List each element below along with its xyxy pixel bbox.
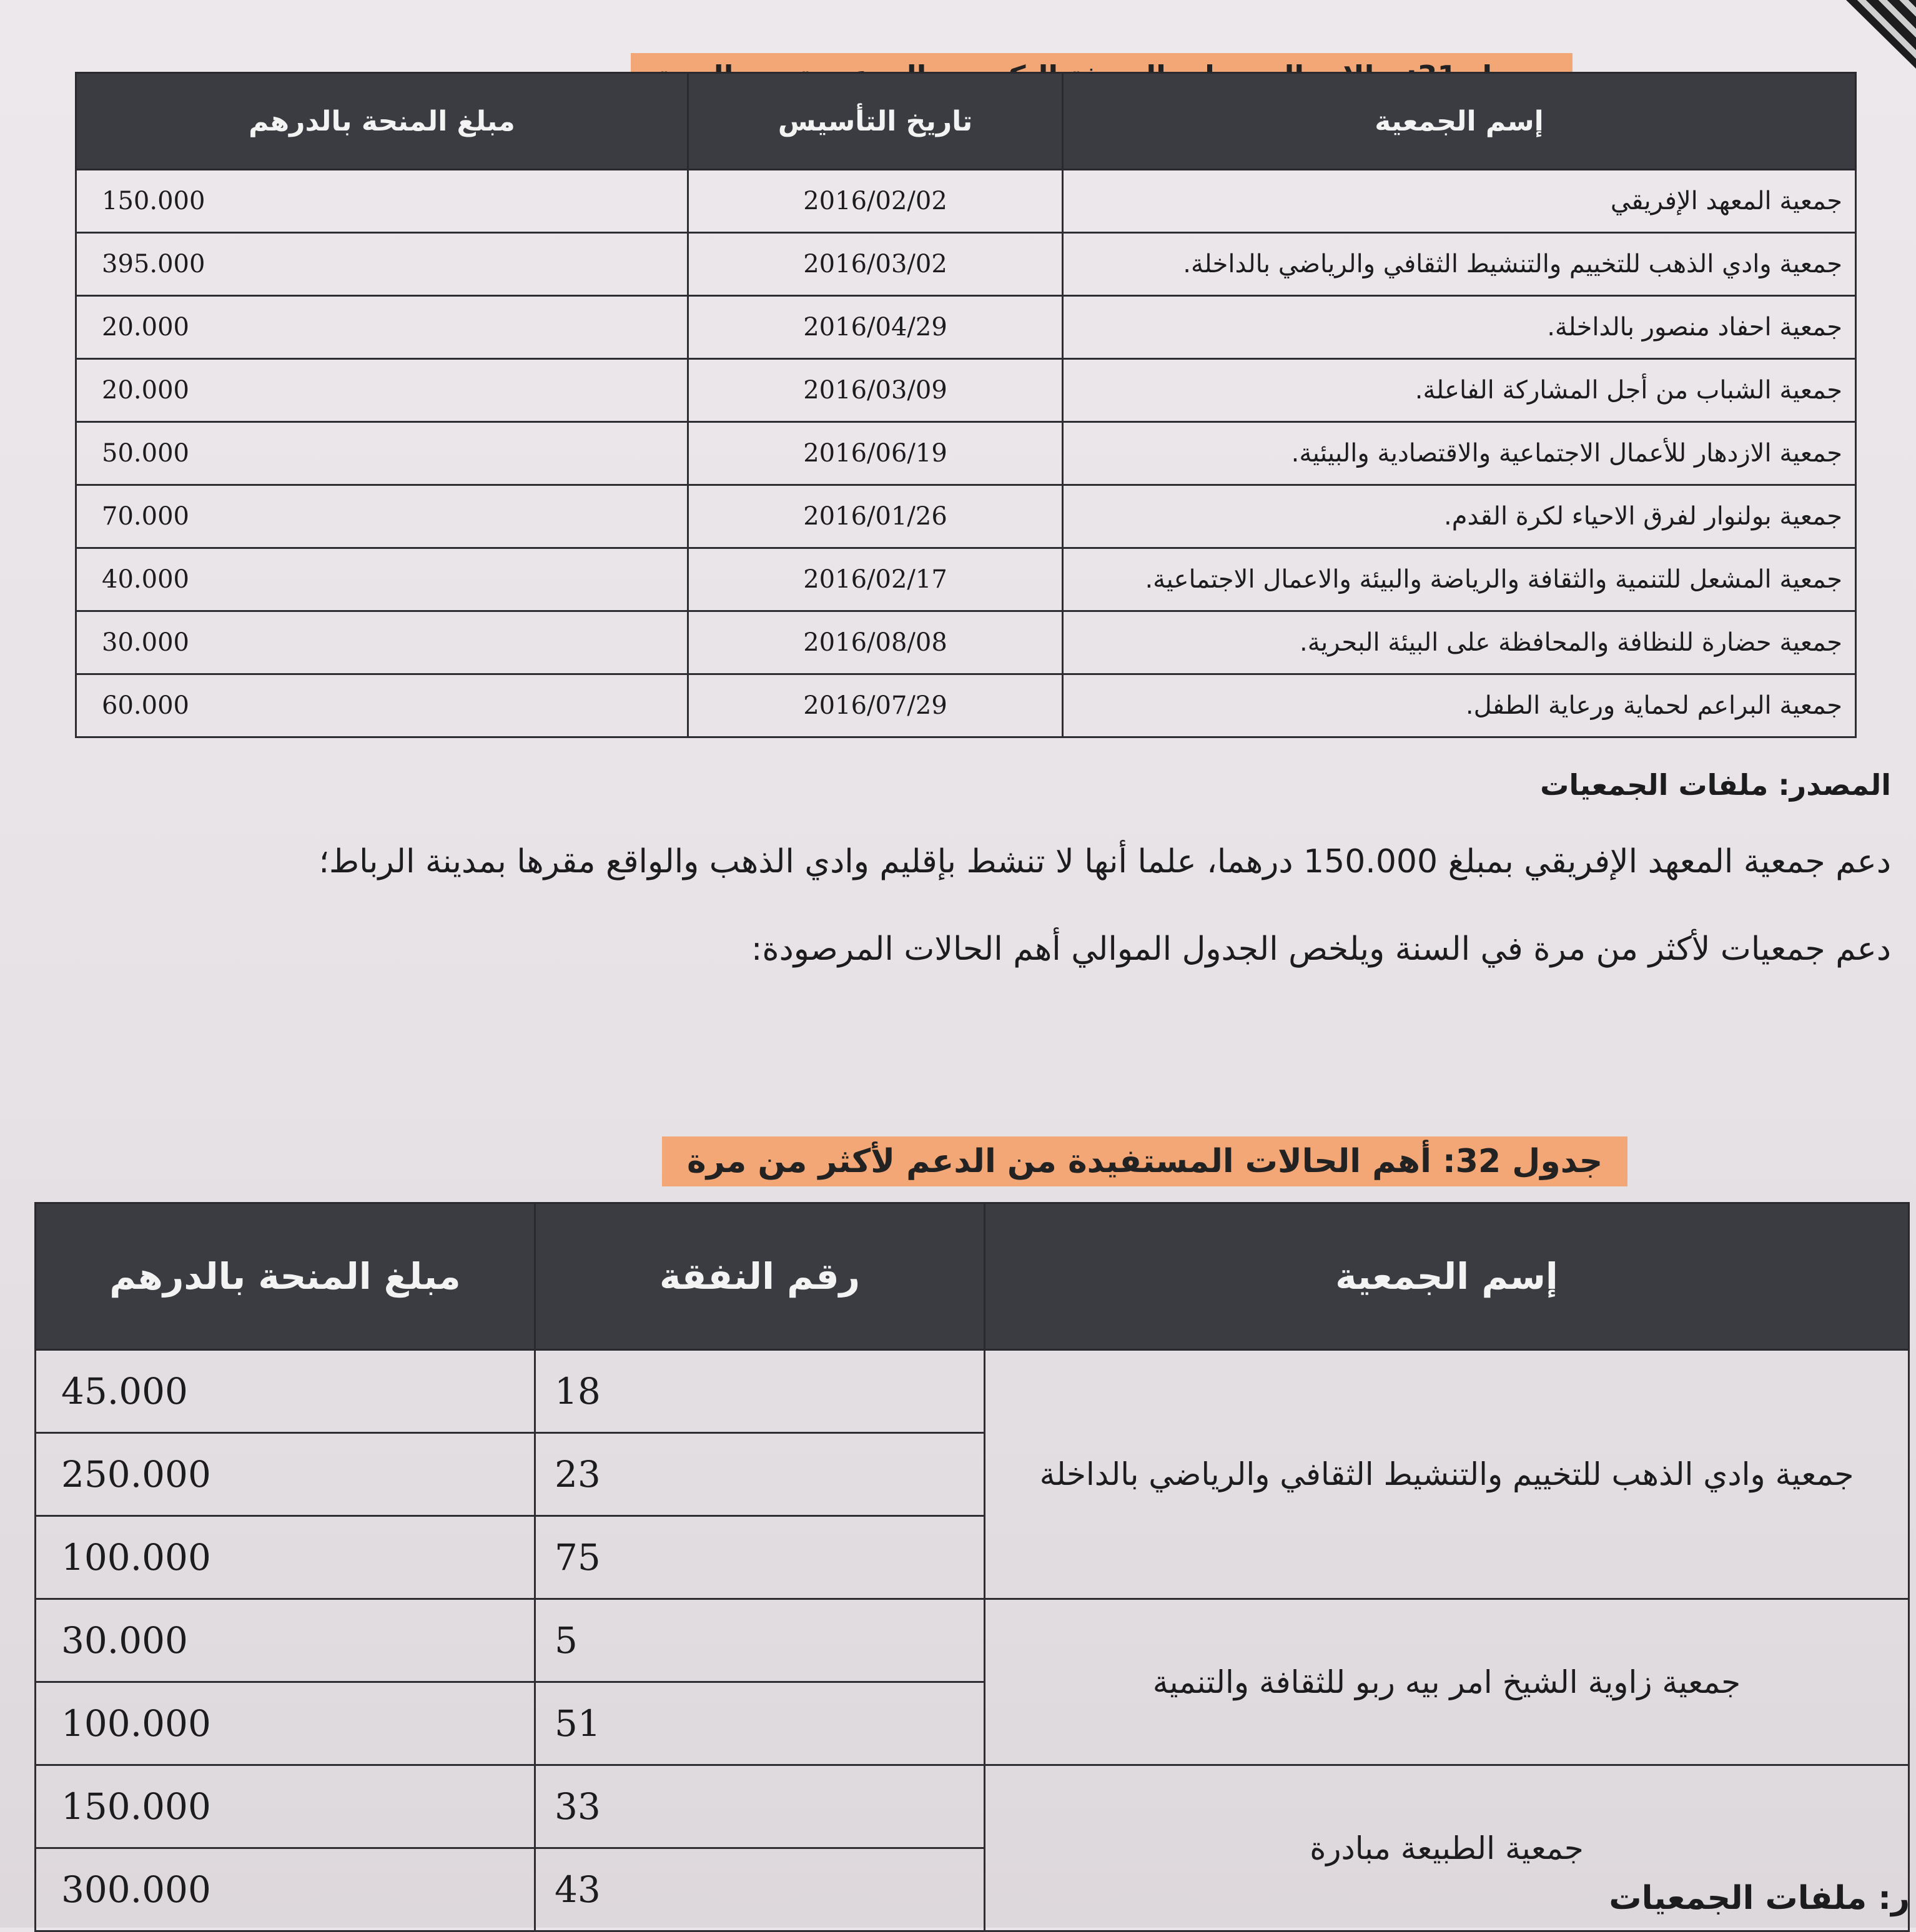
table31-cell-date: 2016/03/09 [688, 359, 1063, 422]
table-row [76, 170, 1856, 233]
table32-cell-amount: 100.000 [36, 1516, 535, 1599]
table-row [76, 548, 1856, 611]
table-row [76, 422, 1856, 485]
table32-cell-amount: 45.000 [36, 1350, 535, 1433]
table-row [36, 1765, 1909, 1848]
table32-source: ر: ملفات الجمعيات [1609, 1880, 1910, 1917]
table31-cell-name: جمعية الشباب من أجل المشاركة الفاعلة. [1063, 359, 1856, 422]
table32-cell-amount: 100.000 [36, 1682, 535, 1765]
table31-cell-amount: 60.000 [76, 674, 688, 737]
table-row [76, 485, 1856, 548]
table31-cell-amount: 30.000 [76, 611, 688, 674]
table31-header-row [76, 73, 1856, 170]
table-row [76, 674, 1856, 737]
table-row [76, 611, 1856, 674]
table31-cell-date: 2016/03/02 [688, 233, 1063, 296]
table32-cell-amount: 150.000 [36, 1765, 535, 1848]
table32-cell-amount: 30.000 [36, 1599, 535, 1682]
table31-cell-amount: 50.000 [76, 422, 688, 485]
table31-cell-date: 2016/02/17 [688, 548, 1063, 611]
table32-cell-name: جمعية وادي الذهب للتخييم والتنشيط الثقافي والرياضي بالداخلة [985, 1350, 1909, 1599]
table31-cell-date: 2016/06/19 [688, 422, 1063, 485]
table32-caption: جدول 32: أهم الحالات المستفيدة من الدعم لأكثر من مرة [662, 1136, 1627, 1186]
table31-cell-date: 2016/01/26 [688, 485, 1063, 548]
table32-cell-amount: 250.000 [36, 1433, 535, 1516]
paragraph-line-2: دعم جمعيات لأكثر من مرة في السنة ويلخص الجدول الموالي أهم الحالات المرصودة: [751, 930, 1891, 968]
table31-cell-amount: 395.000 [76, 233, 688, 296]
table32-cell-expense: 23 [535, 1433, 985, 1516]
table32-header-amount: مبلغ المنحة بالدرهم [36, 1203, 535, 1350]
table31-cell-name: جمعية بولنوار لفرق الاحياء لكرة القدم. [1063, 485, 1856, 548]
table31-header-name: إسم الجمعية [1063, 73, 1856, 170]
table-row [76, 296, 1856, 359]
table31-header-amount: مبلغ المنحة بالدرهم [76, 73, 688, 170]
table31-source: المصدر: ملفات الجمعيات [1540, 768, 1891, 802]
table31-cell-date: 2016/02/02 [688, 170, 1063, 233]
table32-cell-amount: 300.000 [36, 1848, 535, 1931]
table31-cell-name: جمعية الازدهار للأعمال الاجتماعية والاقتصادية والبيئية. [1063, 422, 1856, 485]
table32-header-expense: رقم النفقة [535, 1203, 985, 1350]
table32-cell-expense: 5 [535, 1599, 985, 1682]
table-row [76, 359, 1856, 422]
table32-header-name: إسم الجمعية [985, 1203, 1909, 1350]
table31-cell-date: 2016/04/29 [688, 296, 1063, 359]
table32-cell-name: جمعية الطبيعة مبادرة [985, 1765, 1909, 1931]
table32-cell-expense: 18 [535, 1350, 985, 1433]
table32-cell-name: جمعية زاوية الشيخ امر بيه ربو للثقافة والتنمية [985, 1599, 1909, 1765]
table31-cell-amount: 20.000 [76, 296, 688, 359]
table31-header-date: تاريخ التأسيس [688, 73, 1063, 170]
table-row [76, 233, 1856, 296]
paragraph-line-1: دعم جمعية المعهد الإفريقي بمبلغ 150.000 درهما، علما أنها لا تنشط بإقليم وادي الذهب والواقع مقرها بمدينة الرباط؛ [319, 843, 1891, 880]
table31-cell-name: جمعية وادي الذهب للتخييم والتنشيط الثقافي والرياضي بالداخلة. [1063, 233, 1856, 296]
table31-cell-name: جمعية المعهد الإفريقي [1063, 170, 1856, 233]
table32 [34, 1202, 1910, 1932]
table32-cell-expense: 51 [535, 1682, 985, 1765]
table32-cell-expense: 43 [535, 1848, 985, 1931]
table31-cell-name: جمعية البراعم لحماية ورعاية الطفل. [1063, 674, 1856, 737]
table31-cell-name: جمعية المشعل للتنمية والثقافة والرياضة والبيئة والاعمال الاجتماعية. [1063, 548, 1856, 611]
table-row [36, 1599, 1909, 1682]
table31-cell-amount: 150.000 [76, 170, 688, 233]
table32-cell-expense: 33 [535, 1765, 985, 1848]
table31-cell-date: 2016/07/29 [688, 674, 1063, 737]
table32-cell-expense: 75 [535, 1516, 985, 1599]
table31-cell-amount: 40.000 [76, 548, 688, 611]
table31-cell-amount: 70.000 [76, 485, 688, 548]
table31-cell-name: جمعية احفاد منصور بالداخلة. [1063, 296, 1856, 359]
table31 [75, 72, 1857, 738]
table-row [36, 1350, 1909, 1433]
table31-cell-amount: 20.000 [76, 359, 688, 422]
page-corner-decoration [1829, 0, 1916, 69]
table32-header-row [36, 1203, 1909, 1350]
table31-cell-date: 2016/08/08 [688, 611, 1063, 674]
table31-cell-name: جمعية حضارة للنظافة والمحافظة على البيئة البحرية. [1063, 611, 1856, 674]
